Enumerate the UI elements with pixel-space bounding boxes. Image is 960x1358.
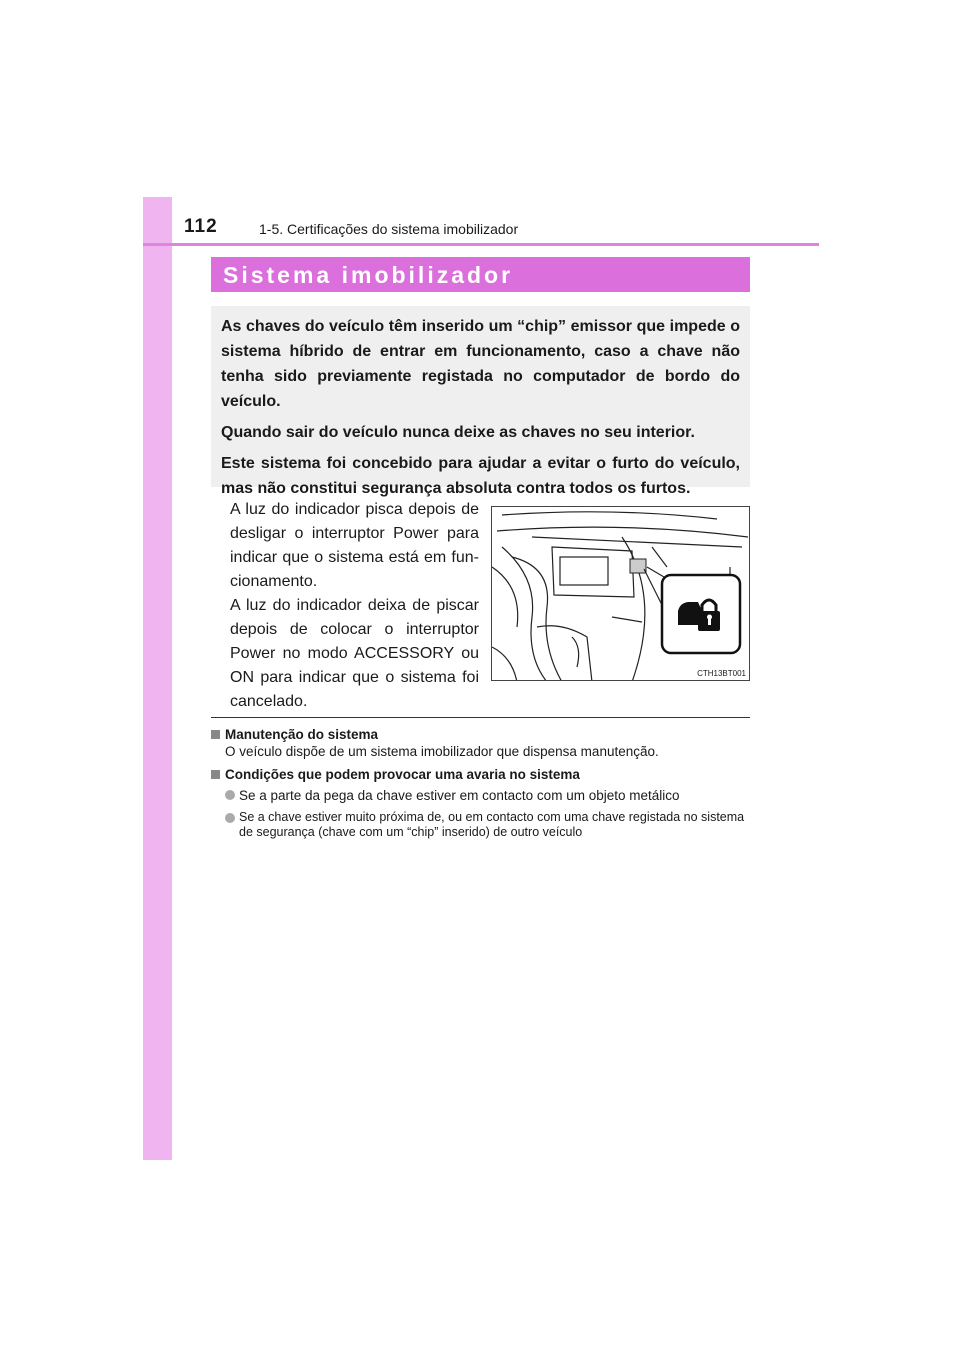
list-item-text: Se a chave estiver muito próxima de, ou em contacto com uma chave registada no sistema de segurança (chave com um “chip” inserido) de outro veículo [239, 810, 745, 839]
side-tab-bar [143, 197, 172, 1160]
body-paragraph [230, 594, 479, 714]
divider [211, 717, 750, 718]
note-heading-text: Condições que podem provocar uma avaria no sistema [225, 767, 580, 782]
dashboard-illustration [491, 506, 750, 681]
body-text: A luz do indicador deixa de piscar depois de colocar o interruptor Power no modo ACCESSORY ou ON para indicar que o sistema foi cancelado. [230, 597, 479, 710]
square-bullet-icon [211, 770, 220, 779]
notes-section [211, 726, 750, 840]
page-number: 112 [184, 216, 218, 237]
note-text: O veículo dispõe de um sistema imobilizador que dispensa manutenção. [225, 744, 659, 759]
round-bullet-icon [225, 790, 235, 800]
body-paragraph [230, 498, 479, 594]
intro-paragraph: As chaves do veículo têm inserido um “chip” emissor que impede o sistema híbrido de entrar em funcionamento, caso a chave não tenha sido previamente registada no computador de bordo do veículo. [221, 318, 740, 410]
dashboard-drawing [492, 507, 750, 681]
note-heading [211, 766, 750, 783]
list-item [211, 810, 750, 840]
intro-paragraph: Quando sair do veículo nunca deixe as chaves no seu interior. [221, 424, 695, 441]
header-rule [143, 243, 819, 246]
list-item-text: Se a parte da pega da chave estiver em contacto com um objeto metálico [239, 788, 680, 803]
list-item [211, 787, 750, 804]
intro-box [211, 306, 750, 497]
body-text: A luz do indicador pisca depois de desligar o interruptor Power para indicar que o sistema está em fun-cionamento. [230, 501, 479, 590]
intro-paragraph: Este sistema foi concebido para ajudar a evitar o furto do veículo, mas não constitui segurança absoluta contra todos os furtos. [221, 455, 740, 497]
note-heading [211, 726, 750, 743]
note-heading-text: Manutenção do sistema [225, 727, 379, 742]
section-title: 1-5. Certificações do sistema imobilizador [259, 221, 519, 237]
page-title: Sistema imobilizador [211, 257, 750, 292]
figure-code: CTH13BT001 [697, 669, 746, 678]
square-bullet-icon [211, 730, 220, 739]
round-bullet-icon [225, 813, 235, 823]
